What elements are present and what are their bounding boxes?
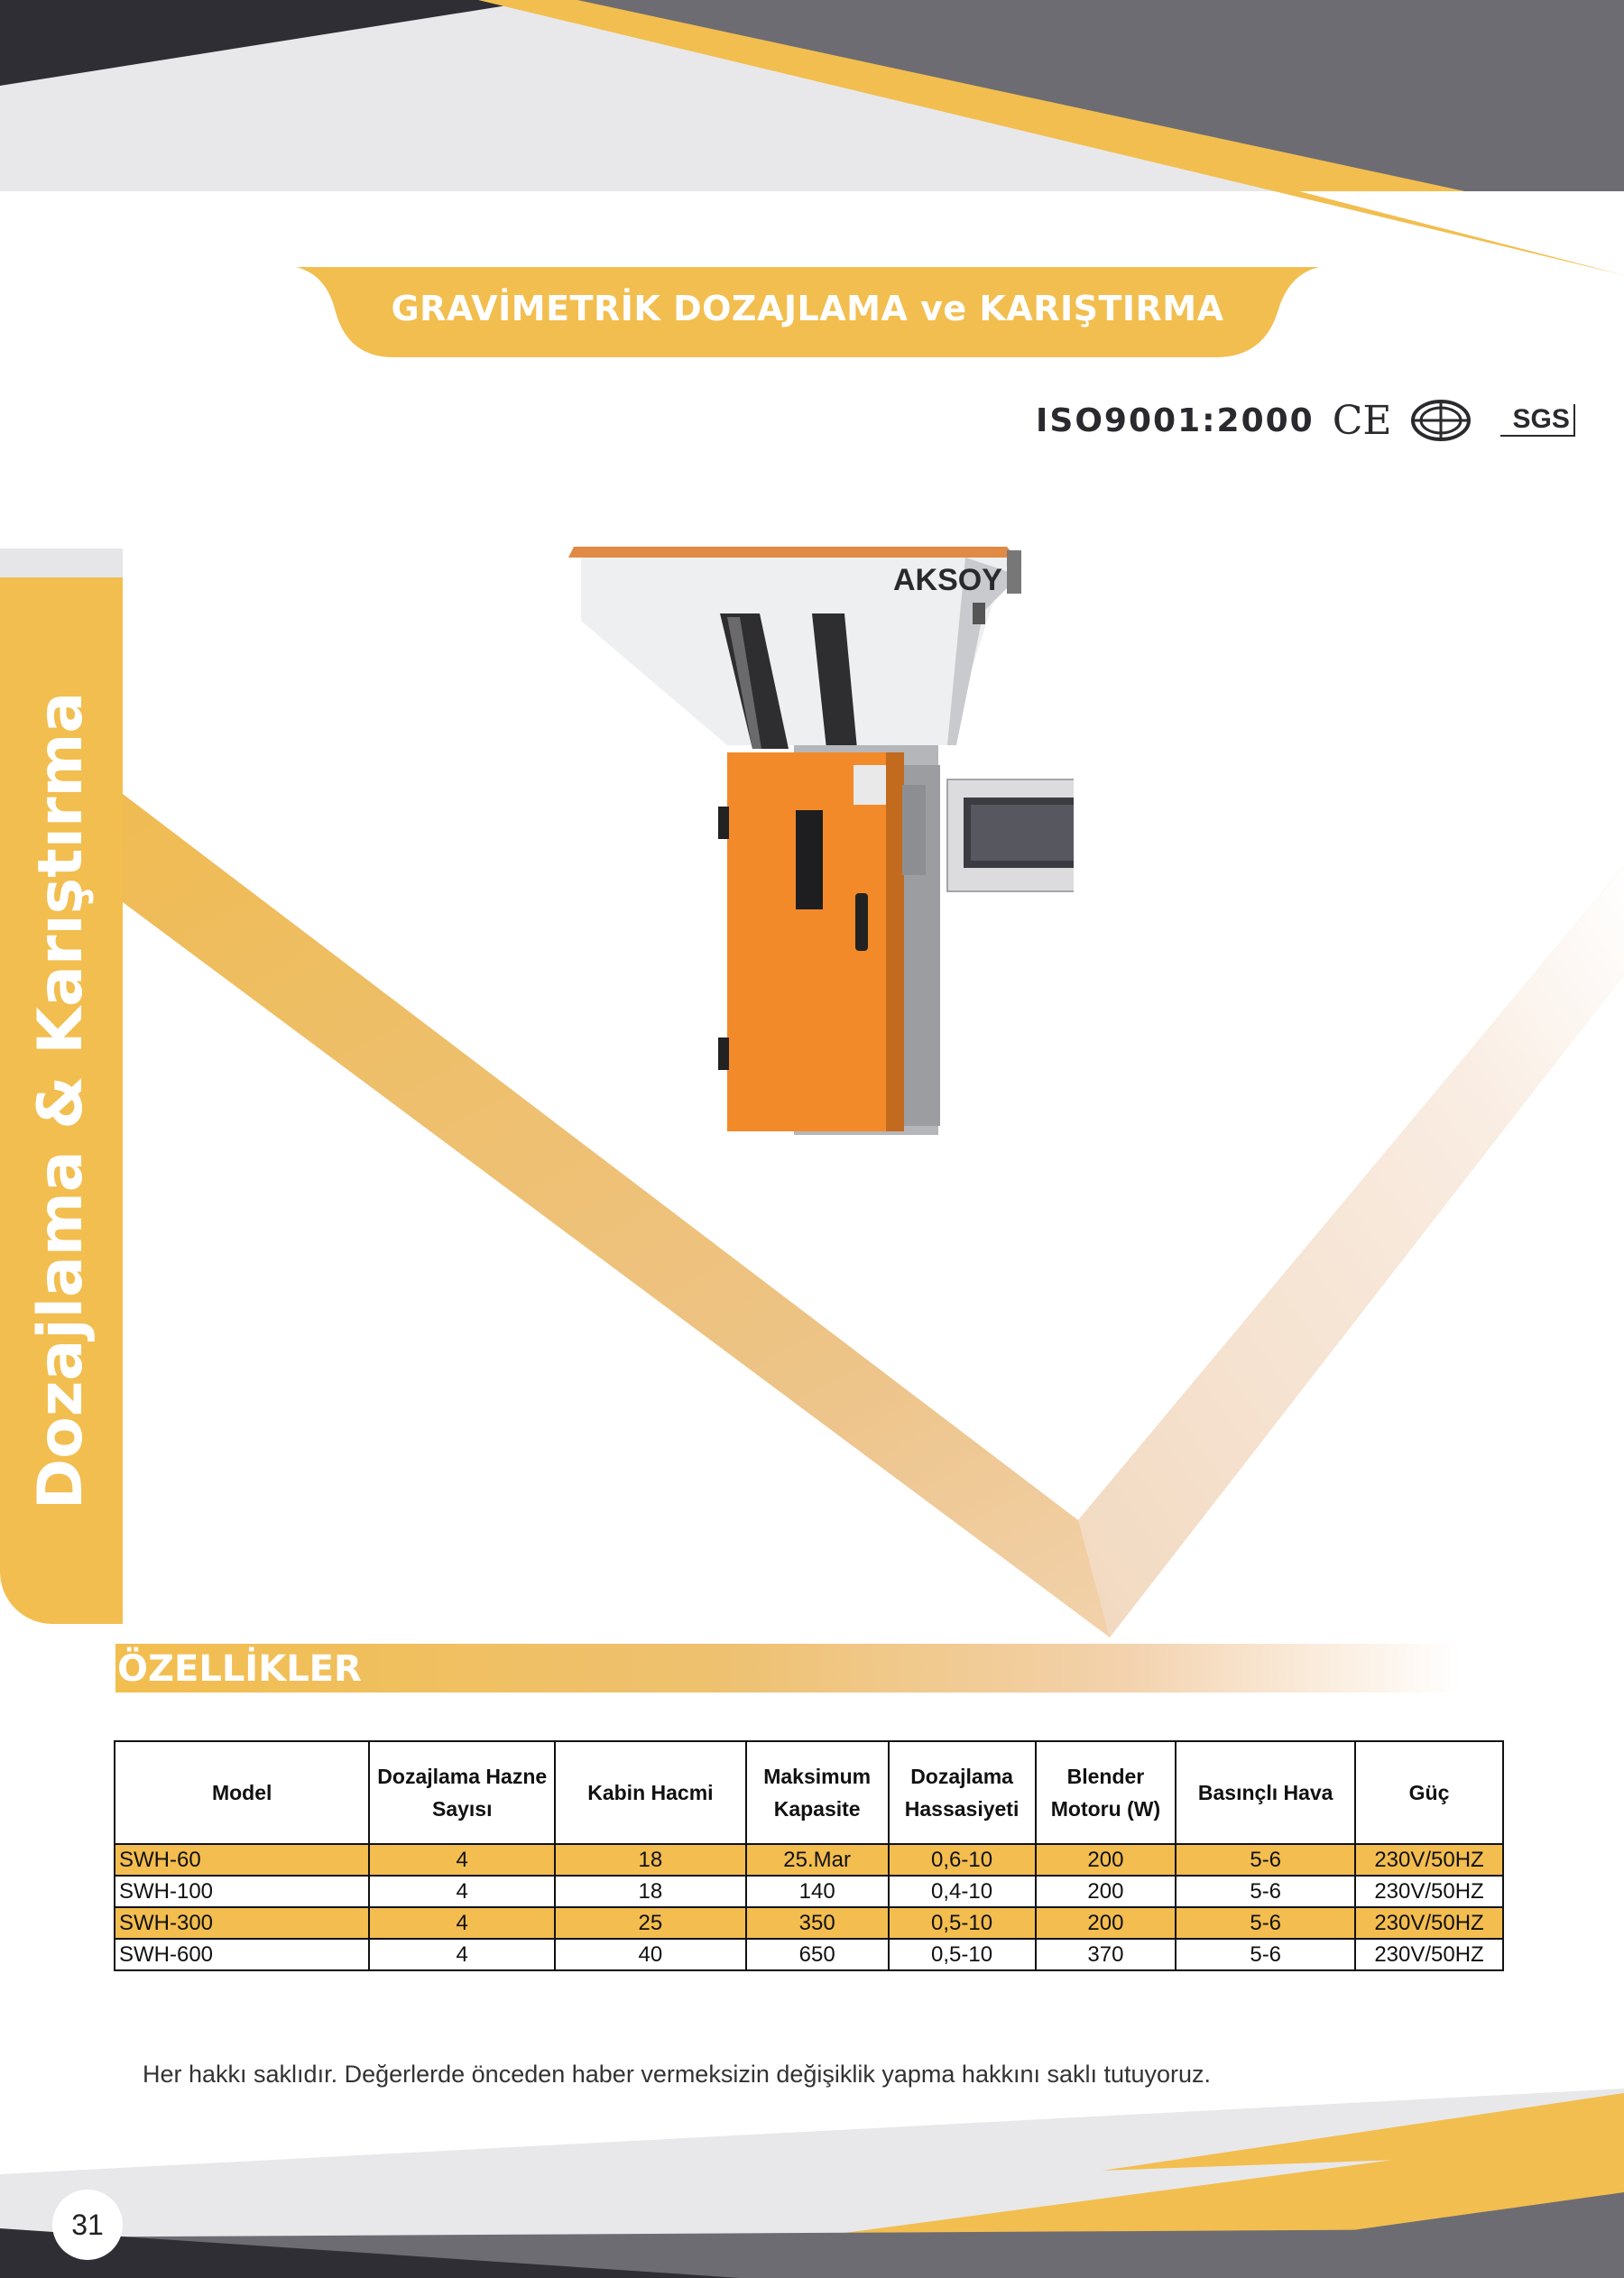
col-header-max-capacity: Maksimum Kapasite	[746, 1741, 889, 1844]
col-header-cabin-volume: Kabin Hacmi	[555, 1741, 746, 1844]
cell-cabin-volume: 18	[555, 1876, 746, 1907]
sidebar-label: Dozajlama & Karıştırma	[25, 691, 97, 1510]
cell-power: 230V/50HZ	[1355, 1939, 1503, 1970]
cell-power: 230V/50HZ	[1355, 1844, 1503, 1876]
ce-mark: CE	[1332, 397, 1392, 444]
cell-hopper-count: 4	[369, 1939, 555, 1970]
cell-compressed-air: 5-6	[1176, 1907, 1355, 1939]
cell-hopper-count: 4	[369, 1907, 555, 1939]
cell-dosing-precision: 0,5-10	[889, 1907, 1036, 1939]
cell-dosing-precision: 0,5-10	[889, 1939, 1036, 1970]
cell-max-capacity: 140	[746, 1876, 889, 1907]
cell-compressed-air: 5-6	[1176, 1939, 1355, 1970]
table-row	[115, 1876, 1503, 1907]
table-header-row	[115, 1741, 1503, 1844]
machine-brand: AKSOY	[893, 563, 1002, 597]
cell-blender-motor: 370	[1036, 1939, 1176, 1970]
footer-note: Her hakkı saklıdır. Değerlerde önceden haber vermeksizin değişiklik yapma hakkını saklı tutuyoruz.	[143, 2061, 1212, 2088]
title-banner	[296, 267, 1319, 357]
col-header-compressed-air: Basınçlı Hava	[1176, 1741, 1355, 1844]
cell-hopper-count: 4	[369, 1844, 555, 1876]
cell-model: SWH-300	[115, 1907, 369, 1939]
cell-blender-motor: 200	[1036, 1907, 1176, 1939]
cell-compressed-air: 5-6	[1176, 1876, 1355, 1907]
col-header-blender-motor: Blender Motoru (W)	[1036, 1741, 1176, 1844]
cell-max-capacity: 650	[746, 1939, 889, 1970]
cell-dosing-precision: 0,6-10	[889, 1844, 1036, 1876]
cell-dosing-precision: 0,4-10	[889, 1876, 1036, 1907]
cell-cabin-volume: 18	[555, 1844, 746, 1876]
cell-power: 230V/50HZ	[1355, 1907, 1503, 1939]
cell-model: SWH-60	[115, 1844, 369, 1876]
page-number: 31	[52, 2190, 123, 2260]
sidebar-tab-top	[0, 549, 123, 579]
sidebar-tab	[0, 577, 123, 1624]
table-row	[115, 1907, 1503, 1939]
col-header-model: Model	[115, 1741, 369, 1844]
cell-model: SWH-100	[115, 1876, 369, 1907]
ccc-mark-icon	[1410, 398, 1472, 443]
sgs-mark: SGS	[1500, 404, 1575, 437]
iso-certification: ISO9001:2000	[1036, 401, 1315, 439]
cell-compressed-air: 5-6	[1176, 1844, 1355, 1876]
cell-hopper-count: 4	[369, 1876, 555, 1907]
cell-cabin-volume: 40	[555, 1939, 746, 1970]
table-row	[115, 1939, 1503, 1970]
certification-row	[1036, 393, 1575, 447]
cell-model: SWH-600	[115, 1939, 369, 1970]
cell-max-capacity: 350	[746, 1907, 889, 1939]
features-title: ÖZELLİKLER	[117, 1648, 362, 1690]
cell-power: 230V/50HZ	[1355, 1876, 1503, 1907]
col-header-hopper-count: Dozajlama Hazne Sayısı	[369, 1741, 555, 1844]
machine-image	[568, 540, 1074, 1135]
features-header-bar	[115, 1644, 1462, 1692]
cell-blender-motor: 200	[1036, 1876, 1176, 1907]
col-header-dosing-precision: Dozajlama Hassasiyeti	[889, 1741, 1036, 1844]
cell-blender-motor: 200	[1036, 1844, 1176, 1876]
cell-max-capacity: 25.Mar	[746, 1844, 889, 1876]
col-header-power: Güç	[1355, 1741, 1503, 1844]
table-row	[115, 1844, 1503, 1876]
cell-cabin-volume: 25	[555, 1907, 746, 1939]
page-title: GRAVİMETRİK DOZAJLAMA ve KARIŞTIRMA	[391, 289, 1224, 328]
spec-table	[114, 1740, 1504, 1971]
